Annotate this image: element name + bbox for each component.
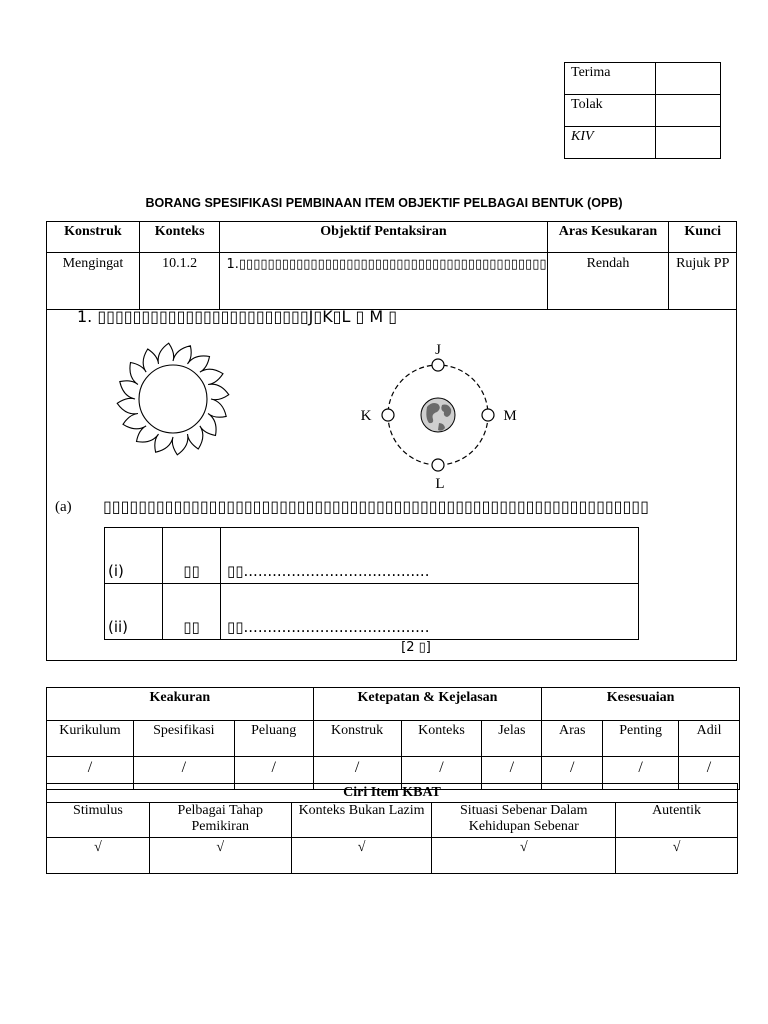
check-cell[interactable]: /	[603, 757, 679, 790]
sub-header: Spesifikasi	[133, 721, 234, 757]
answer-prefix: ▯▯	[163, 528, 221, 584]
position-k-marker	[382, 409, 394, 421]
sub-header: Penting	[603, 721, 679, 757]
answer-line[interactable]: ▯▯.......................................	[221, 584, 639, 640]
kbat-header: Stimulus	[47, 803, 150, 838]
position-j-marker	[432, 359, 444, 371]
cell-konstruk: Mengingat	[47, 253, 140, 310]
group-ketepatan: Ketepatan & Kejelasan	[313, 688, 542, 721]
cell-aras: Rendah	[547, 253, 669, 310]
kbat-header: Pelbagai Tahap Pemikiran	[149, 803, 291, 838]
position-m-marker	[482, 409, 494, 421]
status-tolak-label: Tolak	[565, 95, 656, 127]
tick-cell[interactable]: √	[291, 838, 432, 874]
tick-cell[interactable]: √	[432, 838, 616, 874]
kbat-header: Situasi Sebenar Dalam Kehidupan Sebenar	[432, 803, 616, 838]
header-konteks: Konteks	[139, 222, 220, 253]
status-kiv-box[interactable]	[656, 127, 721, 159]
label-m: M	[503, 408, 517, 424]
sub-question-a-text: ▯▯▯▯▯▯▯▯▯▯▯▯▯▯▯▯▯▯▯▯▯▯▯▯▯▯▯▯▯▯▯▯▯▯▯▯▯▯▯▯▯▯▯▯▯▯▯▯▯▯▯▯▯▯▯▯▯▯▯▯▯▯	[103, 497, 649, 516]
status-terima-box[interactable]	[656, 63, 721, 95]
check-cell[interactable]: /	[234, 757, 313, 790]
earth-icon	[421, 398, 455, 432]
question-box	[46, 303, 737, 661]
check-cell[interactable]: /	[679, 757, 740, 790]
orbit-diagram	[343, 335, 543, 495]
answer-prefix: ▯▯	[163, 584, 221, 640]
header-aras: Aras Kesukaran	[547, 222, 669, 253]
answer-number: (i)	[105, 528, 163, 584]
kbat-header: Konteks Bukan Lazim	[291, 803, 432, 838]
question-text: 1. ▯▯▯▯▯▯▯▯▯▯▯▯▯▯▯▯▯▯▯▯▯▯▯▯J▯K▯L ▯ M ▯	[77, 307, 398, 326]
label-j: J	[435, 342, 441, 358]
status-kiv-label: KIV	[565, 127, 656, 159]
position-l-marker	[432, 459, 444, 471]
tick-cell[interactable]: √	[47, 838, 150, 874]
header-objektif: Objektif Pentaksiran	[220, 222, 547, 253]
header-konstruk: Konstruk	[47, 222, 140, 253]
label-l: L	[435, 476, 445, 492]
tick-cell[interactable]: √	[616, 838, 738, 874]
check-cell[interactable]: /	[401, 757, 482, 790]
sub-header: Jelas	[482, 721, 542, 757]
answer-table	[104, 527, 639, 640]
sub-header: Peluang	[234, 721, 313, 757]
tick-cell[interactable]: √	[149, 838, 291, 874]
answer-row	[105, 528, 639, 584]
sub-header: Konteks	[401, 721, 482, 757]
cell-konteks: 10.1.2	[139, 253, 220, 310]
group-keakuran: Keakuran	[47, 688, 314, 721]
sub-header: Kurikulum	[47, 721, 134, 757]
sub-header: Adil	[679, 721, 740, 757]
spec-table	[46, 221, 737, 310]
sub-header: Aras	[542, 721, 603, 757]
check-cell[interactable]: /	[482, 757, 542, 790]
quality-table	[46, 687, 740, 790]
answer-line[interactable]: ▯▯.......................................	[221, 528, 639, 584]
sub-header: Konstruk	[313, 721, 401, 757]
check-cell[interactable]: /	[542, 757, 603, 790]
kbat-title: Ciri Item KBAT	[47, 784, 738, 803]
cell-objektif: 1.▯▯▯▯▯▯▯▯▯▯▯▯▯▯▯▯▯▯▯▯▯▯▯▯▯▯▯▯▯▯▯▯▯▯▯▯▯▯▯▯▯▯▯	[220, 253, 547, 310]
label-k: K	[360, 408, 372, 424]
check-cell[interactable]: /	[47, 757, 134, 790]
answer-number: (ii)	[105, 584, 163, 640]
status-terima-label: Terima	[565, 63, 656, 95]
status-box	[564, 62, 721, 159]
marks-label: [2 ▯]	[401, 640, 431, 655]
status-tolak-box[interactable]	[656, 95, 721, 127]
check-cell[interactable]: /	[313, 757, 401, 790]
kbat-header: Autentik	[616, 803, 738, 838]
kbat-table	[46, 783, 738, 874]
group-kesesuaian: Kesesuaian	[542, 688, 740, 721]
check-cell[interactable]: /	[133, 757, 234, 790]
cell-kunci: Rujuk PP	[669, 253, 737, 310]
sun-icon	[113, 339, 233, 459]
sub-question-a-label: (a)	[55, 499, 72, 515]
form-title: BORANG SPESIFIKASI PEMBINAAN ITEM OBJEKTIF PELBAGAI BENTUK (OPB)	[145, 196, 623, 210]
answer-row	[105, 584, 639, 640]
header-kunci: Kunci	[669, 222, 737, 253]
